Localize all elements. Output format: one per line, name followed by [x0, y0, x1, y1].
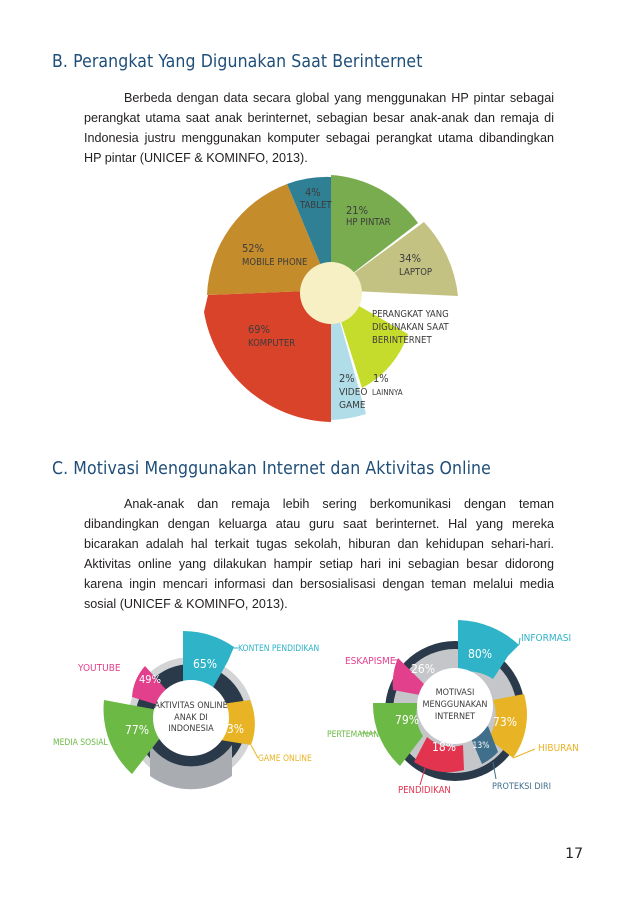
value-youtube: 49%: [139, 673, 161, 686]
label-laptop-name: LAPTOP: [399, 267, 433, 278]
value-pendidikan: 18%: [432, 740, 456, 754]
value-informasi: 80%: [468, 647, 492, 661]
device-chart-caption-3: BERINTERNET: [372, 335, 432, 346]
motivation-center-1: MOTIVASI: [435, 688, 475, 698]
label-komputer-name: KOMPUTER: [248, 338, 296, 349]
value-konten-pendidikan: 65%: [193, 657, 217, 671]
device-chart: [204, 175, 458, 422]
value-media-sosial: 77%: [125, 723, 149, 737]
label-youtube: YOUTUBE: [78, 663, 121, 674]
motivation-chart: [327, 620, 579, 796]
label-game-online: GAME ONLINE: [258, 754, 312, 764]
label-tablet-name: TABLET: [300, 200, 332, 211]
label-video-name-1: VIDEO: [339, 387, 368, 398]
label-hp-value: 21%: [346, 204, 368, 217]
label-eskapisme: ESKAPISME: [345, 656, 396, 667]
value-hiburan: 73%: [493, 715, 517, 729]
label-mobile-value: 52%: [242, 242, 264, 255]
label-proteksi-diri: PROTEKSI DIRI: [492, 782, 551, 792]
label-lainnya-value: 1%: [373, 372, 389, 385]
label-mobile-name: MOBILE PHONE: [242, 257, 308, 268]
label-pendidikan: PENDIDIKAN: [398, 785, 451, 796]
motivation-center-3: INTERNET: [434, 712, 476, 722]
section-c-paragraph: Anak-anak dan remaja lebih sering berkomunikasi dengan teman dibandingkan dengan keluarga atau guru saat berinternet. Hal yang mereka bicarakan adalah hal terkait tugas sekolah, hiburan dan kehidupan sehari-hari. Aktivitas online yang dilakukan hampir setiap hari ini sebagian besar didorong karena ingin mencari informasi dan bersosialisasi dengan teman melalui media sosial (UNICEF & KOMINFO, 2013).: [84, 497, 554, 611]
activities-center-1: AKTIVITAS ONLINE: [154, 701, 228, 711]
activities-chart: [53, 631, 319, 789]
device-chart-caption-2: DIGUNAKAN SAAT: [372, 322, 449, 333]
value-eskapisme: 26%: [411, 662, 435, 676]
activities-center-2: ANAK DI: [174, 713, 208, 723]
label-lainnya-name: LAINNYA: [372, 388, 403, 397]
label-tablet-value: 4%: [305, 186, 321, 199]
label-hiburan: HIBURAN: [538, 743, 579, 754]
label-pertemanan: PERTEMANAN: [327, 730, 380, 740]
value-pertemanan: 79%: [395, 713, 419, 727]
label-hp-name: HP PINTAR: [346, 217, 391, 228]
label-media-sosial: MEDIA SOSIAL: [53, 738, 108, 748]
chart-hub: [300, 262, 362, 324]
section-b-title: B. Perangkat Yang Digunakan Saat Berinternet: [52, 52, 423, 72]
motivation-center-2: MENGGUNAKAN: [422, 700, 488, 710]
label-informasi: INFORMASI: [521, 633, 572, 644]
label-video-value: 2%: [339, 372, 355, 385]
value-proteksi-diri: 13%: [472, 741, 490, 751]
section-b-paragraph: Berbeda dengan data secara global yang menggunakan HP pintar sebagai perangkat utama saat anak berinternet, sebagian besar anak-anak dan remaja di Indonesia justru menggunakan komputer sebagai perangkat utama dibandingkan HP pintar (UNICEF & KOMINFO, 2013).: [84, 91, 554, 165]
activities-center-3: INDONESIA: [168, 724, 214, 734]
device-chart-caption-1: PERANGKAT YANG: [372, 309, 449, 320]
label-konten-pendidikan: KONTEN PENDIDIKAN: [238, 644, 320, 654]
label-komputer-value: 69%: [248, 323, 270, 336]
label-laptop-value: 34%: [399, 252, 421, 265]
section-c-title: C. Motivasi Menggunakan Internet dan Aktivitas Online: [52, 459, 491, 479]
label-video-name-2: GAME: [339, 400, 366, 411]
page-number: 17: [565, 846, 583, 862]
value-game-online: 63%: [220, 722, 244, 736]
